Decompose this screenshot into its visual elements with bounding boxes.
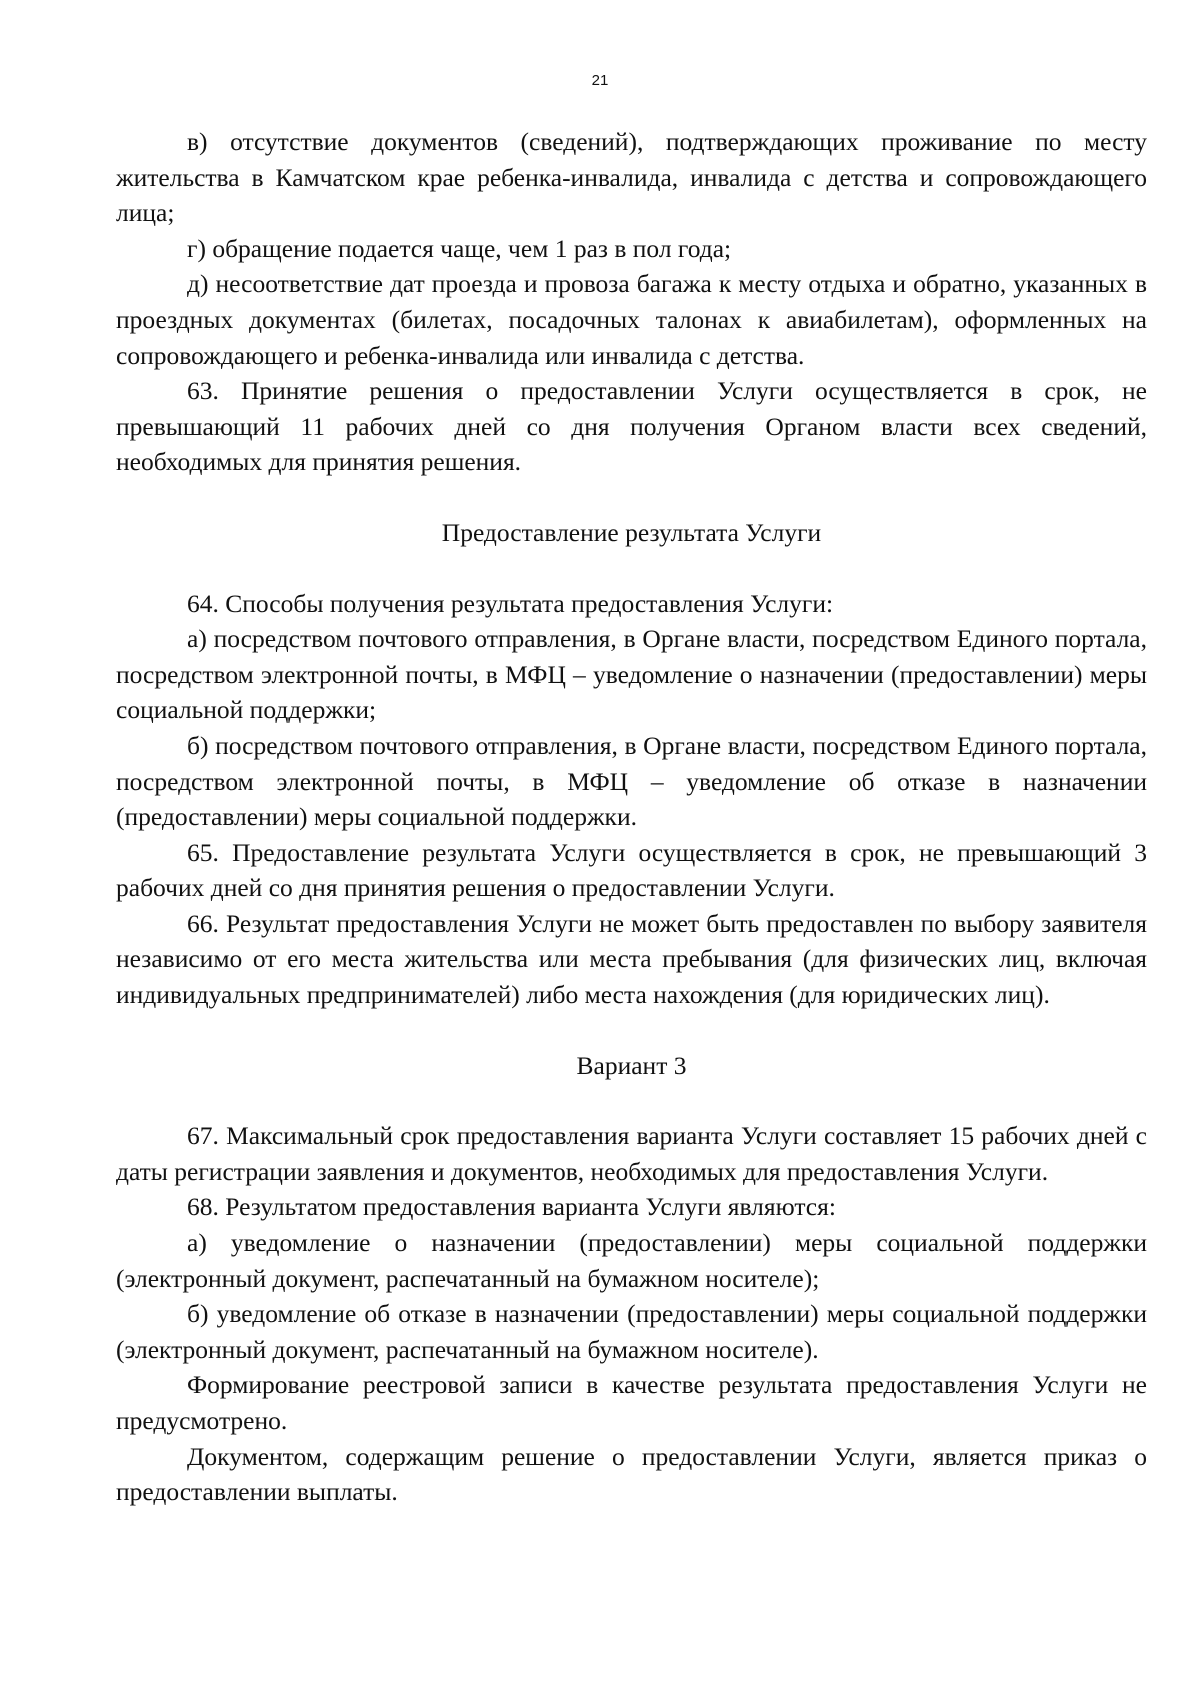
paragraph-decision-document: Документом, содержащим решение о предоставлении Услуги, является приказ о предоставлении выплаты. [116, 1441, 1147, 1507]
paragraph-registry-record: Формирование реестровой записи в качестве результата предоставления Услуги не предусмотрено. [116, 1370, 1147, 1435]
paragraph-64-methods: 64. Способы получения результата предоставления Услуги: [187, 588, 834, 618]
paragraph-d-date-mismatch: д) несоответствие дат проезда и провоза багажа к месту отдыха и обратно, указанных в проездных документах (билетах, посадочных талонах к авиабилетам), оформленных на сопровождающего и ребенка-инвалида или инвалида с детства. [116, 269, 1147, 370]
paragraph-g-frequency: г) обращение подается чаще, чем 1 раз в пол года; [187, 233, 732, 263]
paragraph-v-missing-documents: в) отсутствие документов (сведений), подтверждающих проживание по месту жительства в Камчатском крае ребенка-инвалида, инвалида с детства и сопровождающего лица; [116, 127, 1147, 228]
document-body [116, 124, 1147, 1510]
paragraph-67-max-term: 67. Максимальный срок предоставления варианта Услуги составляет 15 рабочих дней с даты регистрации заявления и документов, необходимых для предоставления Услуги. [116, 1121, 1147, 1186]
paragraph-66-result-choice: 66. Результат предоставления Услуги не может быть предоставлен по выбору заявителя независимо от его места жительства или места пребывания (для физических лиц, включая индивидуальных предпринимателей) либо места нахождения (для юридических лиц). [116, 908, 1147, 1010]
section-heading-result: Предоставление результата Услуги [441, 517, 822, 547]
paragraph-64-a: а) посредством почтового отправления, в Органе власти, посредством Единого портала, посредством электронной почты, в МФЦ – уведомление о назначении (предоставлении) меры социальной поддержки; [116, 624, 1147, 725]
paragraph-68-b: б) уведомление об отказе в назначении (предоставлении) меры социальной поддержки (электронный документ, распечатанный на бумажном носителе). [116, 1299, 1147, 1364]
paragraph-63-decision-term: 63. Принятие решения о предоставлении Услуги осуществляется в срок, не превышающий 11 рабочих дней со дня получения Органом власти всех сведений, необходимых для принятия решения. [116, 376, 1147, 477]
page-number: 21 [591, 72, 609, 89]
paragraph-65-result-term: 65. Предоставление результата Услуги осуществляется в срок, не превышающий 3 рабочих дней со дня принятия решения о предоставлении Услуги. [116, 837, 1147, 903]
section-heading-variant-3: Вариант 3 [576, 1050, 687, 1080]
paragraph-68-results: 68. Результатом предоставления варианта Услуги являются: [187, 1192, 836, 1222]
paragraph-64-b: б) посредством почтового отправления, в Органе власти, посредством Единого портала, посредством электронной почты, в МФЦ – уведомление об отказе в назначении (предоставлении) меры социальной поддержки. [116, 730, 1147, 832]
paragraph-68-a: а) уведомление о назначении (предоставлении) меры социальной поддержки (электронный документ, распечатанный на бумажном носителе); [116, 1228, 1147, 1293]
